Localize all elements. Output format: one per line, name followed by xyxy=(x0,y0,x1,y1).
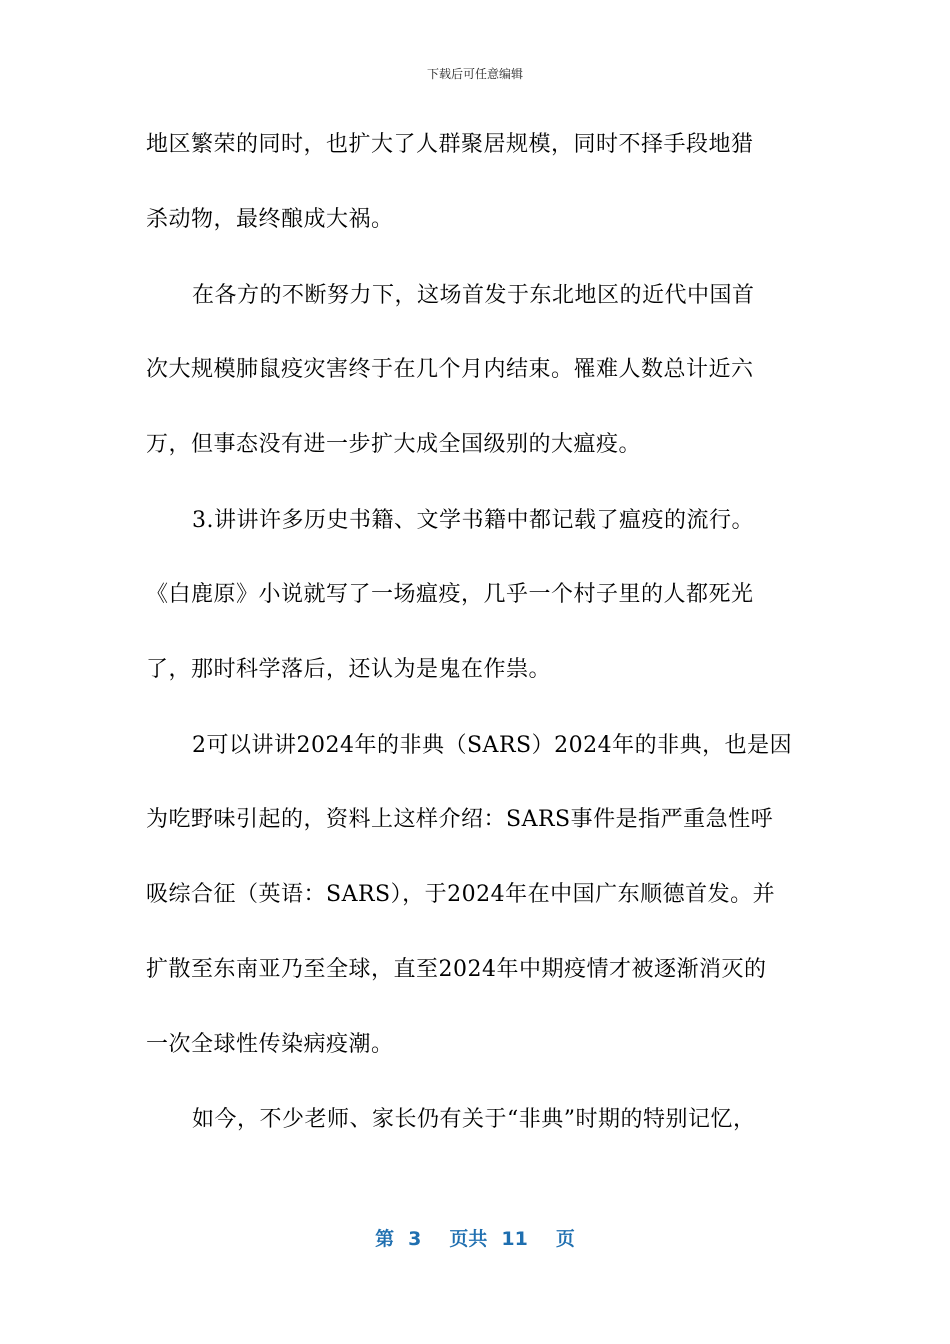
text-line: 杀动物，最终酿成大祸。 xyxy=(146,207,394,232)
text-line: 《白鹿原》小说就写了一场瘟疫，几乎一个村子里的人都死光 xyxy=(146,582,754,607)
text-line: 万，但事态没有进一步扩大成全国级别的大瘟疫。 xyxy=(146,432,642,457)
footer-middle: 页共 xyxy=(449,1228,488,1250)
text-line: 为吃野味引起的，资料上这样介绍：SARS事件是指严重急性呼 xyxy=(146,807,774,832)
footer-prefix: 第 xyxy=(375,1228,395,1250)
text-line: 吸综合征（英语：SARS），于2024年在中国广东顺德首发。并 xyxy=(146,882,776,907)
text-line: 一次全球性传染病疫潮。 xyxy=(146,1032,394,1057)
text-line: 地区繁荣的同时，也扩大了人群聚居规模，同时不择手段地猎 xyxy=(146,132,754,157)
footer-suffix: 页 xyxy=(555,1228,575,1250)
page-header: 下载后可任意编辑 xyxy=(426,67,523,81)
text-line: 扩散至东南亚乃至全球，直至2024年中期疫情才被逐渐消灭的 xyxy=(146,957,767,982)
text-line: 如今，不少老师、家长仍有关于“非典”时期的特别记忆， xyxy=(192,1107,756,1132)
text-line: 2可以讲讲2024年的非典（SARS）2024年的非典，也是因 xyxy=(192,733,793,758)
text-line: 次大规模肺鼠疫灾害终于在几个月内结束。罹难人数总计近六 xyxy=(146,357,754,382)
total-page-count: 11 xyxy=(501,1228,528,1250)
text-line: 在各方的不断努力下，这场首发于东北地区的近代中国首 xyxy=(192,283,755,308)
current-page-number: 3 xyxy=(408,1228,422,1250)
text-line: 3.讲讲许多历史书籍、文学书籍中都记载了瘟疫的流行。 xyxy=(192,508,754,533)
text-line: 了，那时科学落后，还认为是鬼在作祟。 xyxy=(146,657,552,682)
page-number-footer xyxy=(0,1226,950,1252)
